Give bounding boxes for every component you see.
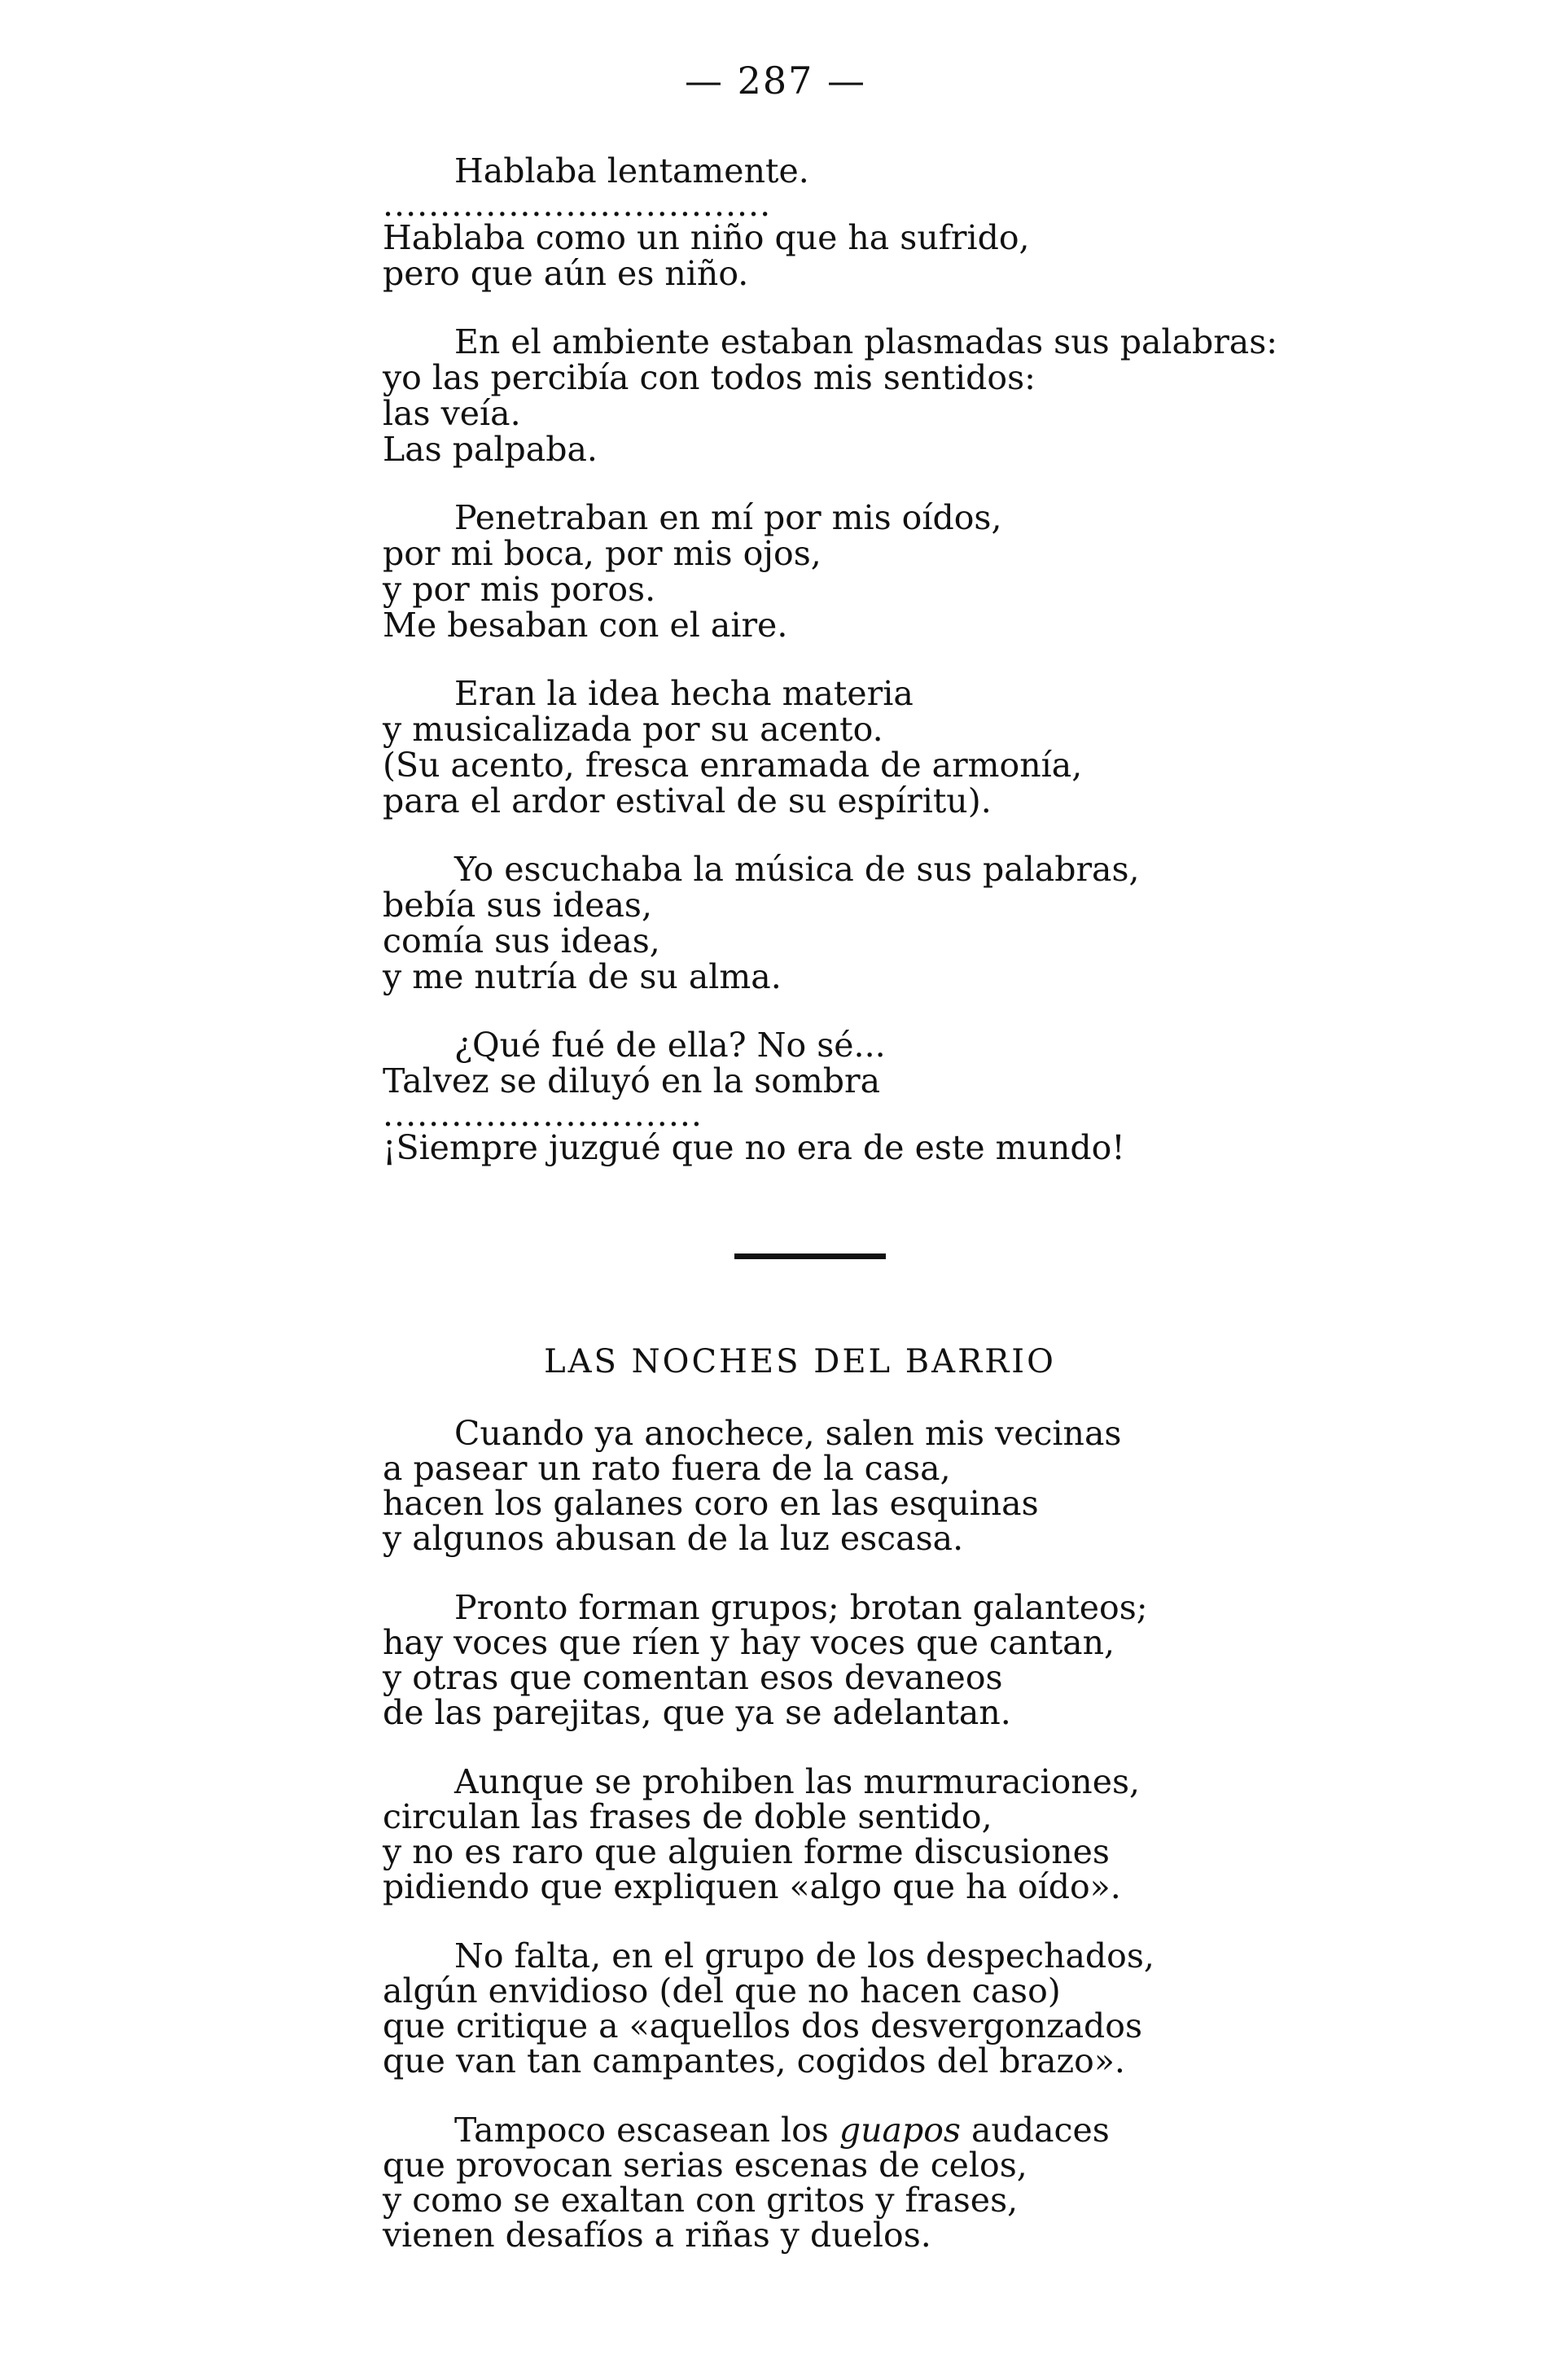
verse-line: y musicalizada por su acento. [383,710,883,749]
verse-line: ¡Siempre juzgué que no era de este mundo! [383,1128,1125,1167]
verse-line: algún envidioso (del que no hacen caso) [383,1971,1061,2010]
page-number: — 287 — [684,59,867,103]
verse-line: Eran la idea hecha materia [454,674,914,713]
verse-line: circulan las frases de doble sentido, [383,1797,992,1836]
verse-line: vienen desafíos a riñas y duelos. [383,2216,931,2255]
verse-line: pero que aún es niño. [383,254,749,293]
stanza [383,500,1425,643]
verse-line: Me besaban con el aire. [383,606,788,645]
verse-line: Cuando ya anochece, salen mis vecinas [454,1414,1122,1453]
verse-line: Penetraban en mí por mis oídos, [454,498,1002,537]
verse-line: para el ardor estival de su espíritu). [383,781,992,820]
verse-line: a pasear un rato fuera de la casa, [383,1449,951,1488]
verse-line: y algunos abusan de la luz escasa. [383,1519,964,1558]
verse-line: y me nutría de su alma. [383,957,782,996]
verse-line: por mi boca, por mis ojos, [383,534,822,573]
stanza [383,1936,1425,2080]
section-title: LAS NOCHES DEL BARRIO [544,1343,1056,1380]
ellipsis-line: ............................ [383,1095,703,1134]
stanza [383,1590,1425,1730]
verse-line: y como se exaltan con gritos y frases, [383,2181,1019,2220]
verse-line: (Su acento, fresca enramada de armonía, [383,746,1083,785]
stanza [383,153,1425,291]
verse-line: que van tan campantes, cogidos del brazo». [383,2041,1125,2080]
verse-line: ¿Qué fué de ella? No sé... [454,1026,886,1065]
verse-line: Yo escuchaba la música de sus palabras, [454,850,1140,889]
verse-line: Pronto forman grupos; brotan galanteos; [454,1588,1148,1627]
verse-line: Hablaba como un niño que ha sufrido, [383,218,1030,257]
verse-line: que provocan serias escenas de celos, [383,2146,1027,2185]
ellipsis-line: .................................. [383,185,772,224]
verse-line: y no es raro que alguien forme discusiones [383,1832,1110,1871]
verse-line: No falta, en el grupo de los despechados, [454,1936,1154,1975]
stanza [383,1416,1425,1556]
stanza [383,676,1425,819]
verse-line: de las parejitas, que ya se adelantan. [383,1693,1011,1732]
verse-line: Las palpaba. [383,430,598,469]
poem-las-noches-del-barrio [383,1416,1425,2287]
verse-line: yo las percibía con todos mis sentidos: [383,358,1036,397]
poem-untitled [383,153,1425,1198]
verse-line: hacen los galanes coro en las esquinas [383,1484,1039,1523]
verse-line: Tampoco escasean los guapos audaces [454,2111,1110,2150]
verse-line: comía sus ideas, [383,921,660,960]
verse-line: Talvez se diluyó en la sombra [383,1061,881,1100]
stanza [383,324,1425,467]
stanza [383,1027,1425,1166]
stanza [383,1762,1425,1906]
verse-line: bebía sus ideas, [383,886,653,925]
verse-line: En el ambiente estaban plasmadas sus palabras: [454,322,1278,361]
verse-line: Aunque se prohiben las murmuraciones, [454,1762,1141,1801]
stanza [383,851,1425,995]
section-divider [734,1253,886,1259]
verse-line: hay voces que ríen y hay voces que cantan, [383,1623,1115,1662]
verse-line: y otras que comentan esos devaneos [383,1658,1003,1697]
verse-line: Hablaba lentamente. [454,151,809,190]
stanza [383,2113,1425,2253]
verse-line: pidiendo que expliquen «algo que ha oído». [383,1867,1121,1906]
verse-line: que critique a «aquellos dos desvergonzados [383,2006,1142,2045]
verse-line: las veía. [383,394,521,433]
verse-line: y por mis poros. [383,570,656,609]
